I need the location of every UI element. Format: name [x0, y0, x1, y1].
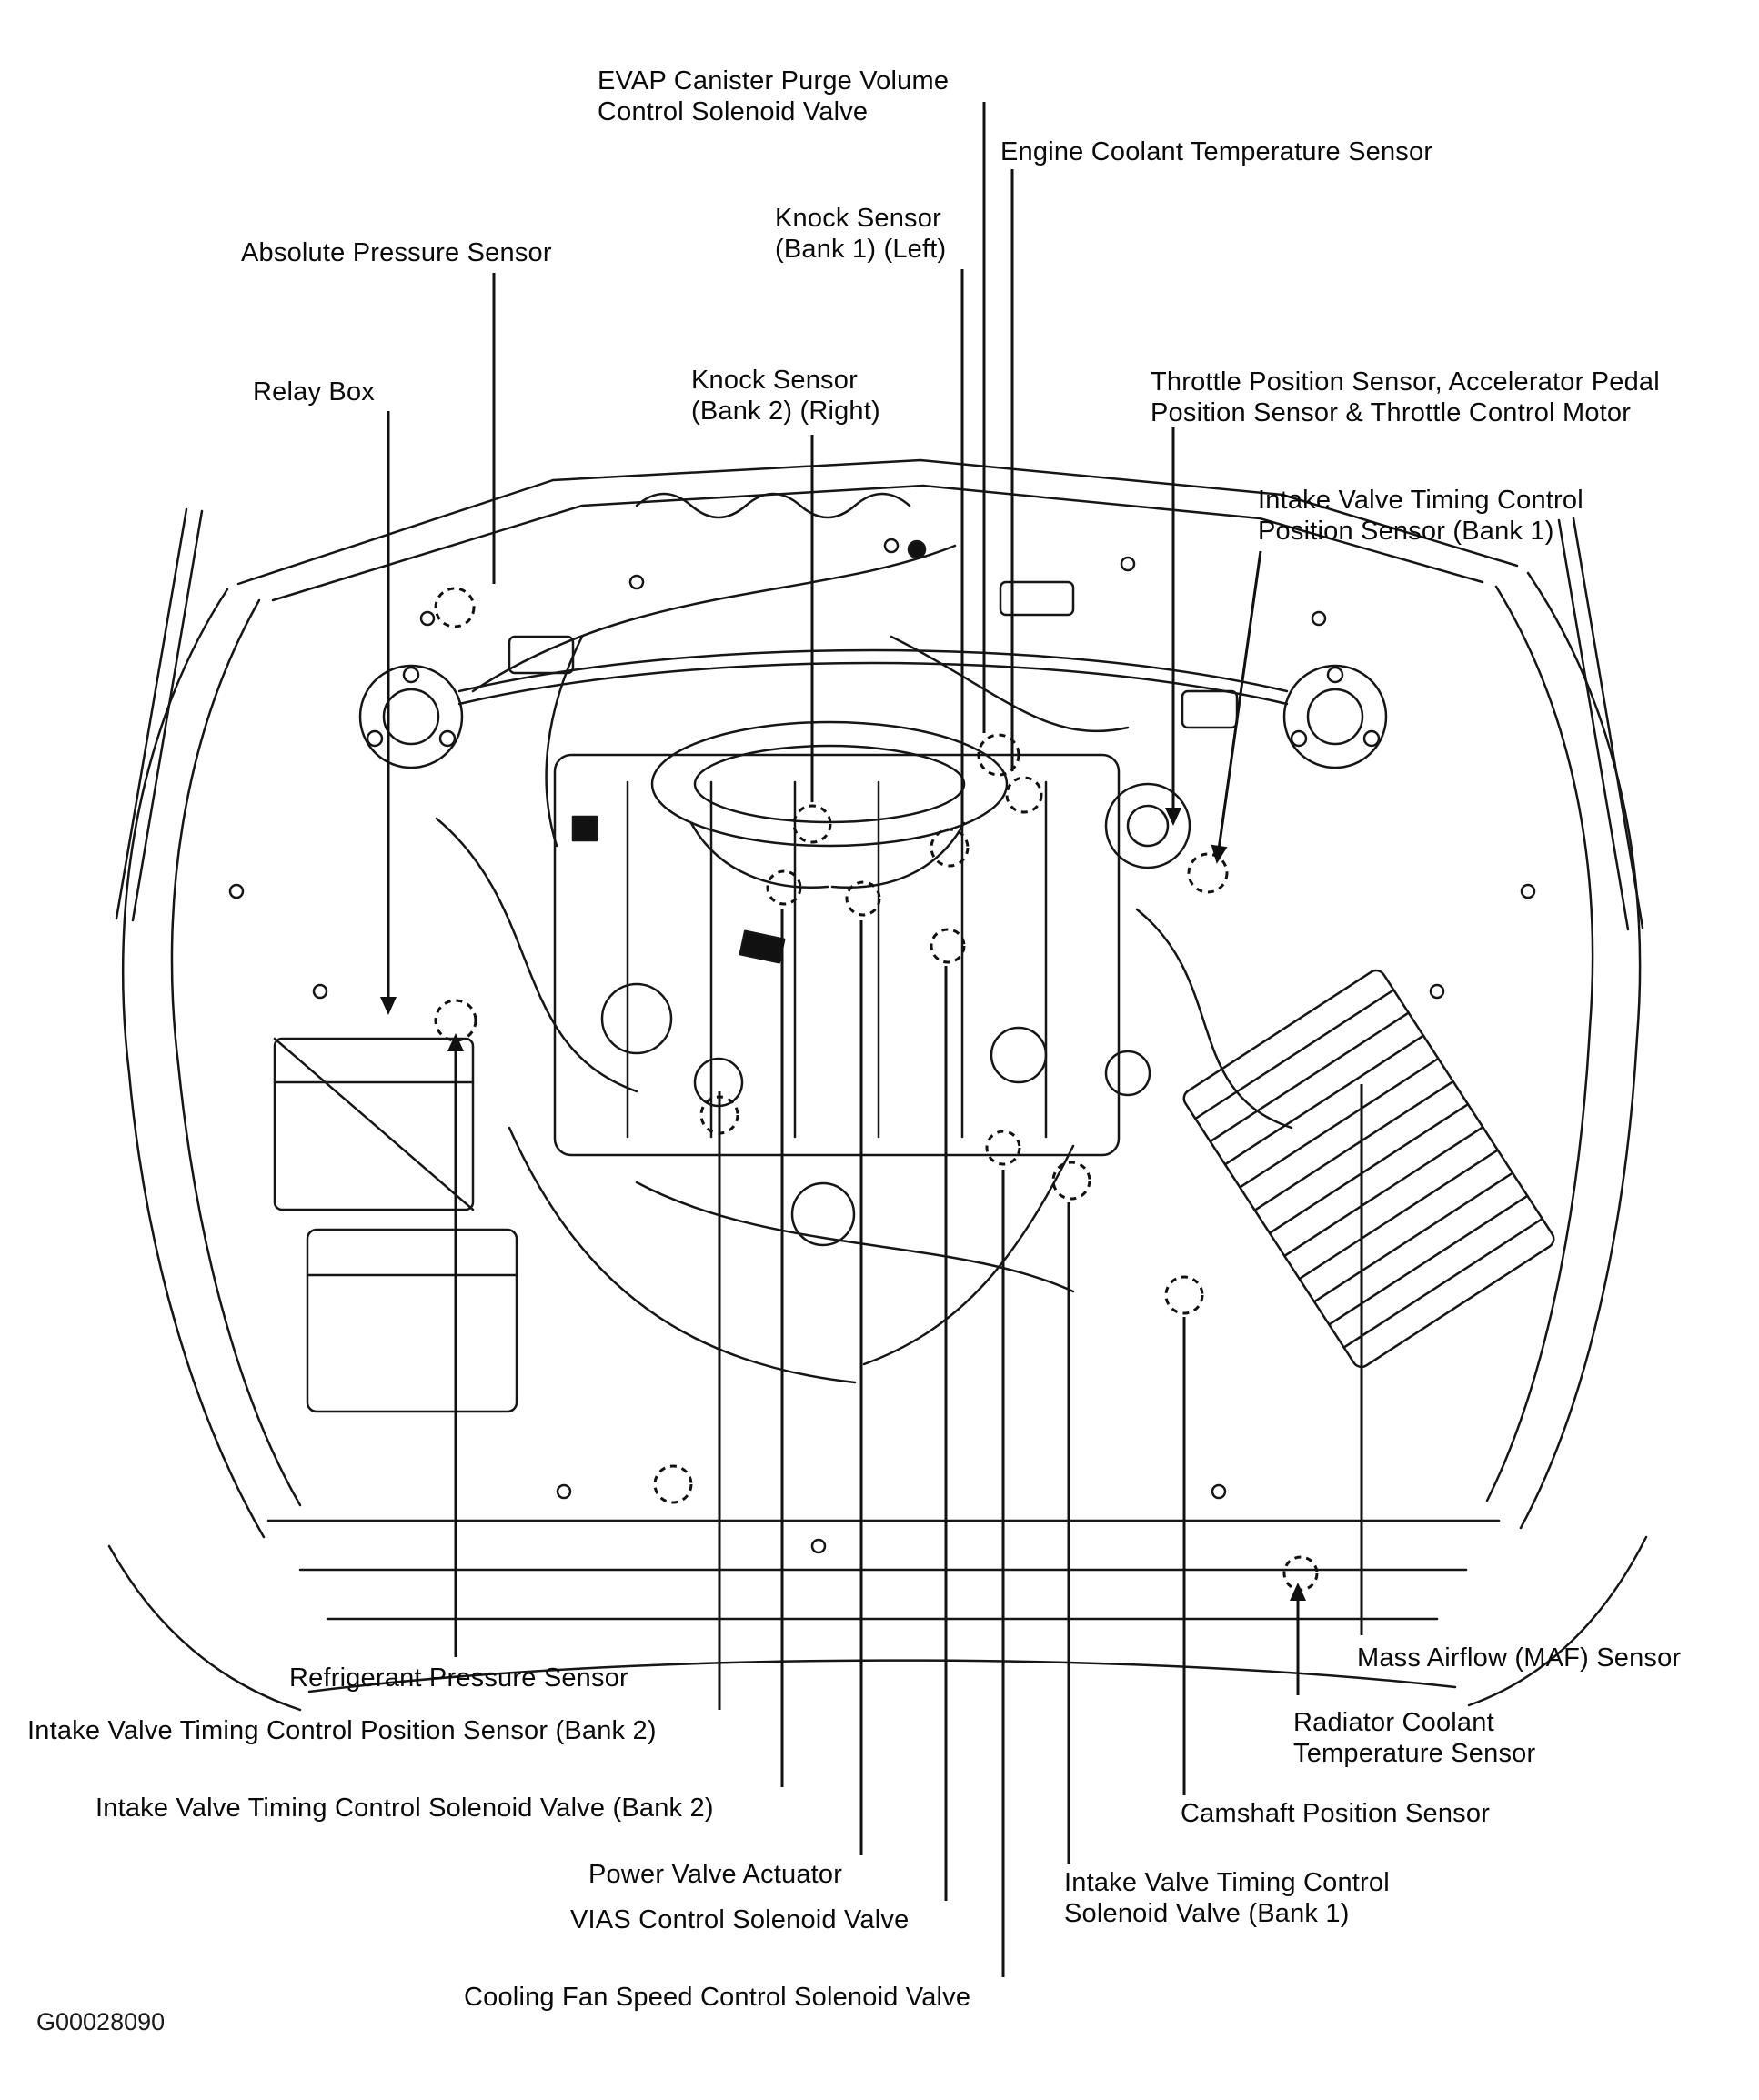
label-camshaft-position-sensor: [1181, 1798, 1490, 1829]
leader-relay-box-arrowhead: [380, 997, 397, 1015]
target-radiator-coolant: [1284, 1557, 1317, 1590]
leader-refrigerant-arrowhead: [447, 1033, 464, 1051]
label-line: (Bank 1) (Left): [775, 235, 947, 264]
target-engine-coolant-temp: [1007, 778, 1041, 812]
label-cooling-fan-speed-control-solenoid-valve: [464, 1982, 970, 2013]
label-power-valve-actuator: [588, 1859, 842, 1890]
label-line: Intake Valve Timing Control: [1064, 1868, 1390, 1897]
label-relay-box: [253, 377, 375, 407]
label-mass-airflow-maf-sensor: [1357, 1643, 1681, 1673]
label-line: Mass Airflow (MAF) Sensor: [1357, 1643, 1682, 1673]
label-line: Intake Valve Timing Control Position Sensor (Bank 2): [27, 1716, 657, 1745]
leader-radiator-coolant-arrowhead: [1290, 1583, 1306, 1601]
label-intake-valve-timing-control-solenoid-valve-bank-1: [1064, 1867, 1390, 1929]
label-vias-control-solenoid-valve: [570, 1904, 909, 1935]
label-line: Knock Sensor: [691, 366, 858, 395]
label-line: Control Solenoid Valve: [598, 97, 869, 126]
target-ivt-pos-bank1: [1189, 854, 1227, 892]
label-line: Power Valve Actuator: [588, 1860, 843, 1889]
label-line: Absolute Pressure Sensor: [241, 238, 552, 267]
target-lower-frame: [655, 1466, 691, 1502]
label-line: Throttle Position Sensor, Accelerator Pedal: [1151, 367, 1660, 397]
label-line: Position Sensor (Bank 1): [1258, 517, 1554, 546]
target-ivt-sol-bank1: [1053, 1162, 1090, 1199]
label-line: Solenoid Valve (Bank 1): [1064, 1899, 1350, 1928]
target-cooling-fan: [987, 1131, 1020, 1164]
label-line: VIAS Control Solenoid Valve: [570, 1905, 910, 1934]
target-knock-bank2: [794, 806, 830, 842]
target-camshaft: [1166, 1277, 1202, 1313]
label-line: (Bank 2) (Right): [691, 397, 880, 426]
label-line: Temperature Sensor: [1293, 1739, 1536, 1768]
label-intake-valve-timing-control-position-sensor-bank-1: [1258, 485, 1583, 547]
leader-ivt-pos-bank1: [1219, 551, 1261, 849]
label-absolute-pressure-sensor: [241, 237, 552, 268]
label-evap-canister-purge-volume-control-solenoid-valve: [598, 65, 949, 127]
label-refrigerant-pressure-sensor: [289, 1663, 628, 1693]
label-intake-valve-timing-control-position-sensor-bank-2: [27, 1715, 657, 1746]
label-line: Position Sensor & Throttle Control Motor: [1151, 398, 1632, 427]
label-line: EVAP Canister Purge Volume: [598, 66, 950, 95]
label-line: Intake Valve Timing Control: [1258, 486, 1583, 515]
label-engine-coolant-temperature-sensor: [1000, 136, 1432, 167]
label-radiator-coolant-temperature-sensor: [1293, 1707, 1535, 1769]
label-knock-sensor-bank-1-left: [775, 203, 946, 265]
label-line: Knock Sensor: [775, 204, 941, 233]
label-line: Radiator Coolant: [1293, 1708, 1494, 1737]
target-absolute-pressure: [436, 588, 474, 627]
label-knock-sensor-bank-2-right: [691, 365, 880, 427]
label-throttle-position-sensor-accelerator-pedal-position-sensor-throttle-control-motor: [1151, 367, 1660, 428]
label-line: Engine Coolant Temperature Sensor: [1000, 137, 1433, 166]
label-line: Cooling Fan Speed Control Solenoid Valve: [464, 1983, 971, 2012]
figure-code: G00028090: [36, 2008, 166, 2035]
target-vias: [931, 929, 964, 962]
label-line: Relay Box: [253, 377, 375, 407]
label-line: Refrigerant Pressure Sensor: [289, 1663, 628, 1693]
label-line: Intake Valve Timing Control Solenoid Valve (Bank 2): [95, 1794, 714, 1823]
label-intake-valve-timing-control-solenoid-valve-bank-2: [95, 1793, 714, 1824]
engine-bay-illustration: [109, 460, 1646, 1710]
label-line: Camshaft Position Sensor: [1181, 1799, 1491, 1828]
